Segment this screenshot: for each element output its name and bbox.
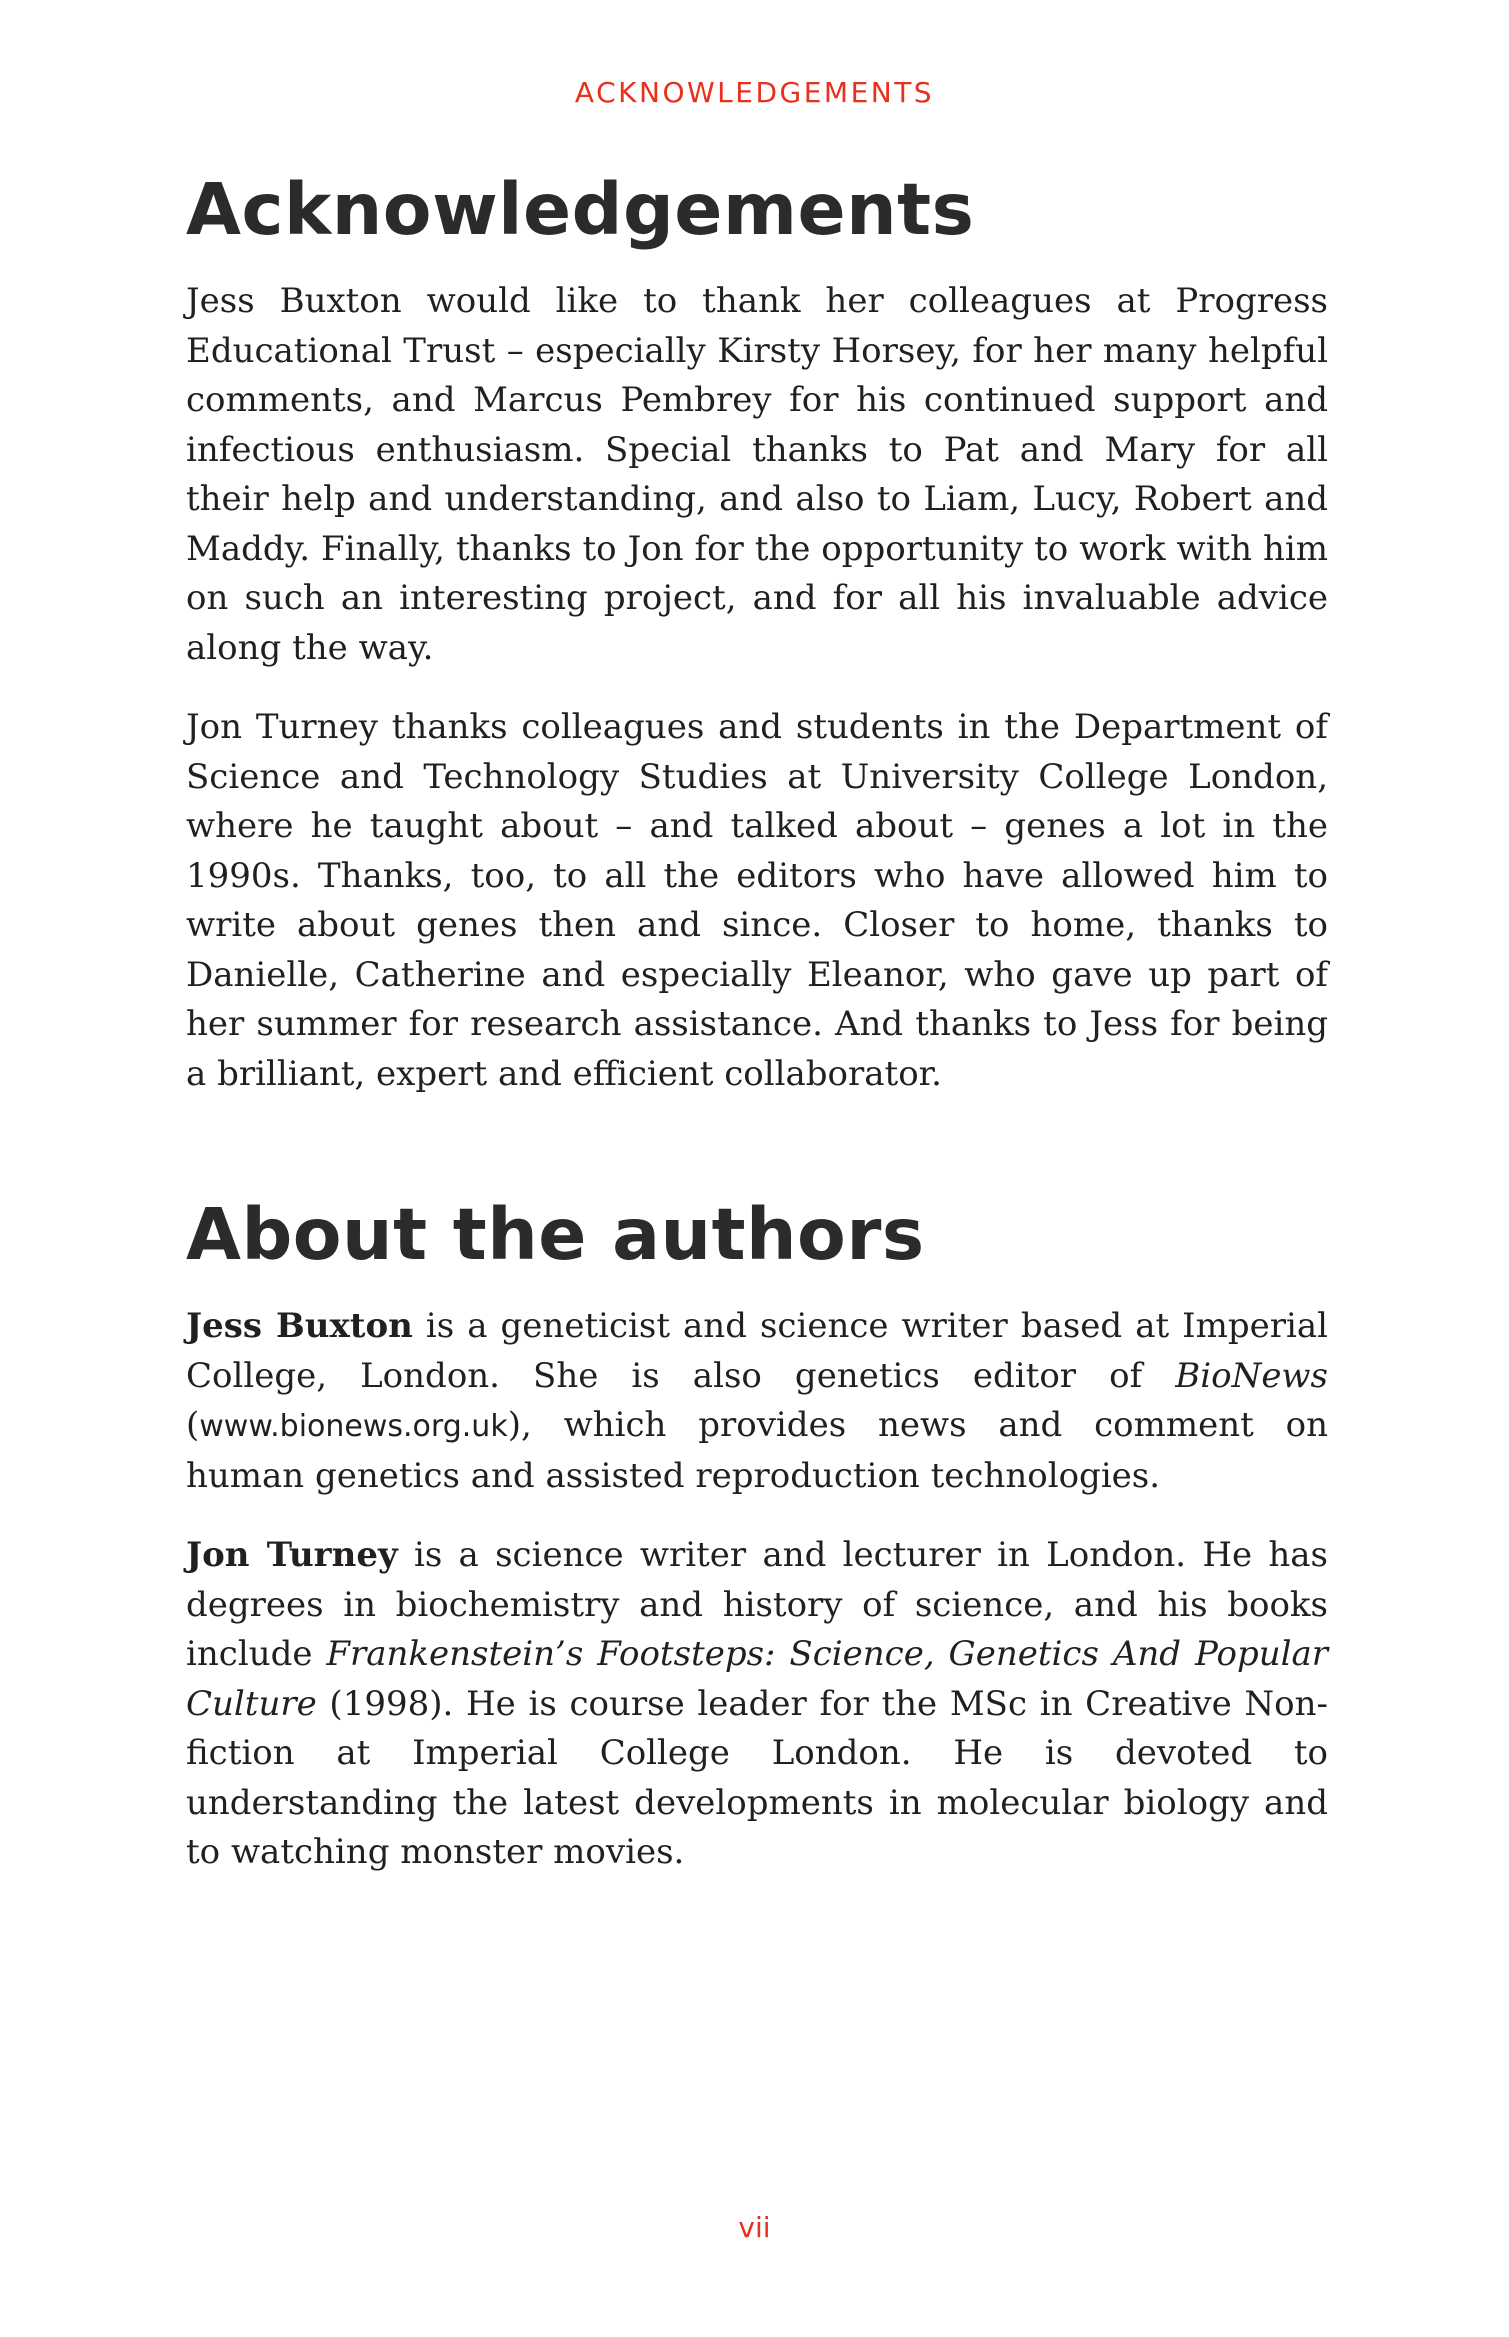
bio-text: is a science writer and lecturer in London. He has degrees in biochemistry and history of science, and his books include (186, 1535, 1328, 1674)
bio-text: ), which provides news and comment on human genetics and assisted reproduction technologies. (186, 1405, 1328, 1496)
page-number: vii (738, 2211, 771, 2244)
bionews-url: www.bionews.org.uk (199, 1409, 508, 1444)
bio-text: ( (186, 1405, 200, 1445)
bio-text: is a geneticist and science writer based at Imperial College, London. She is also genetics editor of (186, 1306, 1328, 1396)
publication-title: BioNews (1175, 1355, 1328, 1396)
book-title: Frankenstein’s Footsteps: Science, Genetics And Popular Culture (186, 1634, 1329, 1724)
acknowledgements-heading: Acknowledgements (186, 168, 975, 251)
page-content (186, 160, 1328, 1878)
author-name-jess-buxton: Jess Buxton (186, 1306, 413, 1346)
about-authors-heading: About the authors (186, 1193, 925, 1276)
acknowledgements-paragraph-2: Jon Turney thanks colleagues and students in the Department of Science and Technology Studies at University College London, where he taught about – and talked about – genes a lot in the 1990s. Thanks, too, to all the editors who have allowed him to write about genes then and since. Closer to home, thanks to Danielle, Catherine and especially Eleanor, who gave up part of her summer for research assistance. And thanks to Jess for being a brilliant, expert and efficient collaborator. (186, 707, 1328, 1094)
bio-text: (1998). He is course leader for the MSc in Creative Non-fiction at Imperial College London. He is devoted to understanding the latest developments in molecular biology and to watching monster movies. (186, 1683, 1328, 1872)
author-bio-jess-buxton (186, 1302, 1328, 1501)
acknowledgements-paragraph-1: Jess Buxton would like to thank her colleagues at Progress Educational Trust – especially Kirsty Horsey, for her many helpful comments, and Marcus Pembrey for his continued support and infectious enthusiasm. Special thanks to Pat and Mary for all their help and understanding, and also to Liam, Lucy, Robert and Maddy. Finally, thanks to Jon for the opportunity to work with him on such an interesting project, and for all his invaluable advice along the way. (186, 281, 1328, 668)
running-head: ACKNOWLEDGEMENTS (574, 76, 935, 109)
author-bio-jon-turney (186, 1531, 1328, 1878)
author-name-jon-turney: Jon Turney (186, 1535, 398, 1575)
